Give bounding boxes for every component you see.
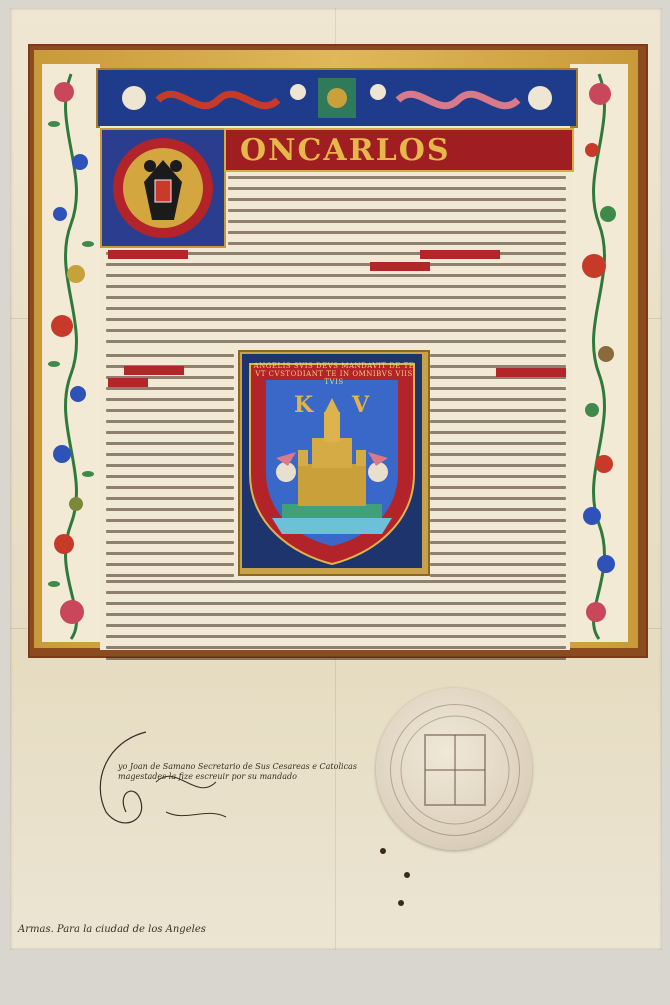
signature-line: yo Joan de Samano Secretario de Sus Cesareas e Catolicas magestades la fize escreuir por su mandado (118, 762, 357, 781)
script-line (106, 508, 234, 511)
script-line (430, 497, 566, 500)
script-line (106, 591, 566, 594)
script-line (106, 635, 566, 638)
floral-vine-icon (42, 64, 100, 642)
imperial-coat-of-arms (100, 128, 226, 248)
script-line (430, 442, 566, 445)
city-shield-icon (242, 354, 422, 568)
script-line (430, 475, 566, 478)
script-line (106, 475, 234, 478)
script-line (106, 563, 234, 566)
script-line (106, 464, 234, 467)
script-line (228, 198, 566, 201)
script-line (430, 420, 566, 423)
script-line (228, 187, 566, 190)
script-line (106, 602, 566, 605)
script-line (106, 296, 566, 299)
left-floral-border (42, 64, 100, 642)
right-floral-border (570, 64, 628, 642)
script-line (430, 541, 566, 544)
title-banner (224, 128, 574, 172)
script-line (106, 420, 234, 423)
script-line (106, 530, 234, 533)
document-title: ONCARLOS (240, 132, 451, 168)
script-line (430, 387, 566, 390)
seal-ring (390, 704, 520, 836)
script-line (106, 285, 566, 288)
floral-vine-icon (570, 64, 628, 642)
shield-letter-k: K (294, 392, 314, 418)
script-line (430, 552, 566, 555)
script-line (430, 464, 566, 467)
script-line (106, 613, 566, 616)
script-line (106, 580, 566, 583)
script-line (106, 274, 566, 277)
script-line (106, 624, 566, 627)
script-line (106, 318, 566, 321)
script-line (430, 453, 566, 456)
script-line (430, 409, 566, 412)
script-line (430, 431, 566, 434)
script-line (106, 340, 566, 343)
script-line (228, 220, 566, 223)
shield-motto: ANGELIS SVIS DEVS MANDAVIT DE TE VT CVSTODIANT TE IN OMNIBVS VIIS TVIS (253, 362, 415, 386)
script-line (106, 574, 234, 577)
script-line (430, 530, 566, 533)
rubric-highlight (108, 250, 188, 259)
rubric-highlight (124, 366, 184, 375)
script-line (106, 387, 234, 390)
script-line (106, 497, 234, 500)
shield-letter-v: V (352, 392, 370, 418)
script-line (228, 231, 566, 234)
shield-background (242, 354, 422, 568)
script-line (106, 307, 566, 310)
script-line (430, 486, 566, 489)
rubric-highlight (108, 378, 148, 387)
script-line (106, 354, 234, 357)
script-line (106, 657, 566, 660)
script-line (430, 354, 566, 357)
script-line (106, 541, 234, 544)
script-line (228, 209, 566, 212)
script-line (228, 176, 566, 179)
script-line (106, 646, 566, 649)
archival-note: Armas. Para la ciudad de los Angeles (18, 924, 206, 935)
rubric-highlight (370, 262, 430, 271)
script-line (228, 242, 566, 245)
script-line (430, 574, 566, 577)
serpent-frieze-icon (98, 70, 576, 126)
top-decorative-band (96, 68, 578, 128)
script-line (106, 398, 234, 401)
script-line (430, 563, 566, 566)
rubric-highlight (420, 250, 500, 259)
binding-hole (398, 900, 404, 906)
script-line (106, 409, 234, 412)
script-line (106, 263, 566, 266)
script-line (430, 508, 566, 511)
binding-hole (380, 848, 386, 854)
script-line (106, 442, 234, 445)
script-line (106, 329, 566, 332)
seal-emblem-icon (391, 705, 519, 835)
script-line (430, 519, 566, 522)
double-headed-eagle-icon (102, 130, 224, 246)
script-line (106, 431, 234, 434)
script-line (106, 453, 234, 456)
rubric-highlight (496, 368, 566, 377)
binding-hole (404, 872, 410, 878)
script-line (106, 486, 234, 489)
script-line (106, 519, 234, 522)
script-line (430, 398, 566, 401)
script-line (106, 552, 234, 555)
